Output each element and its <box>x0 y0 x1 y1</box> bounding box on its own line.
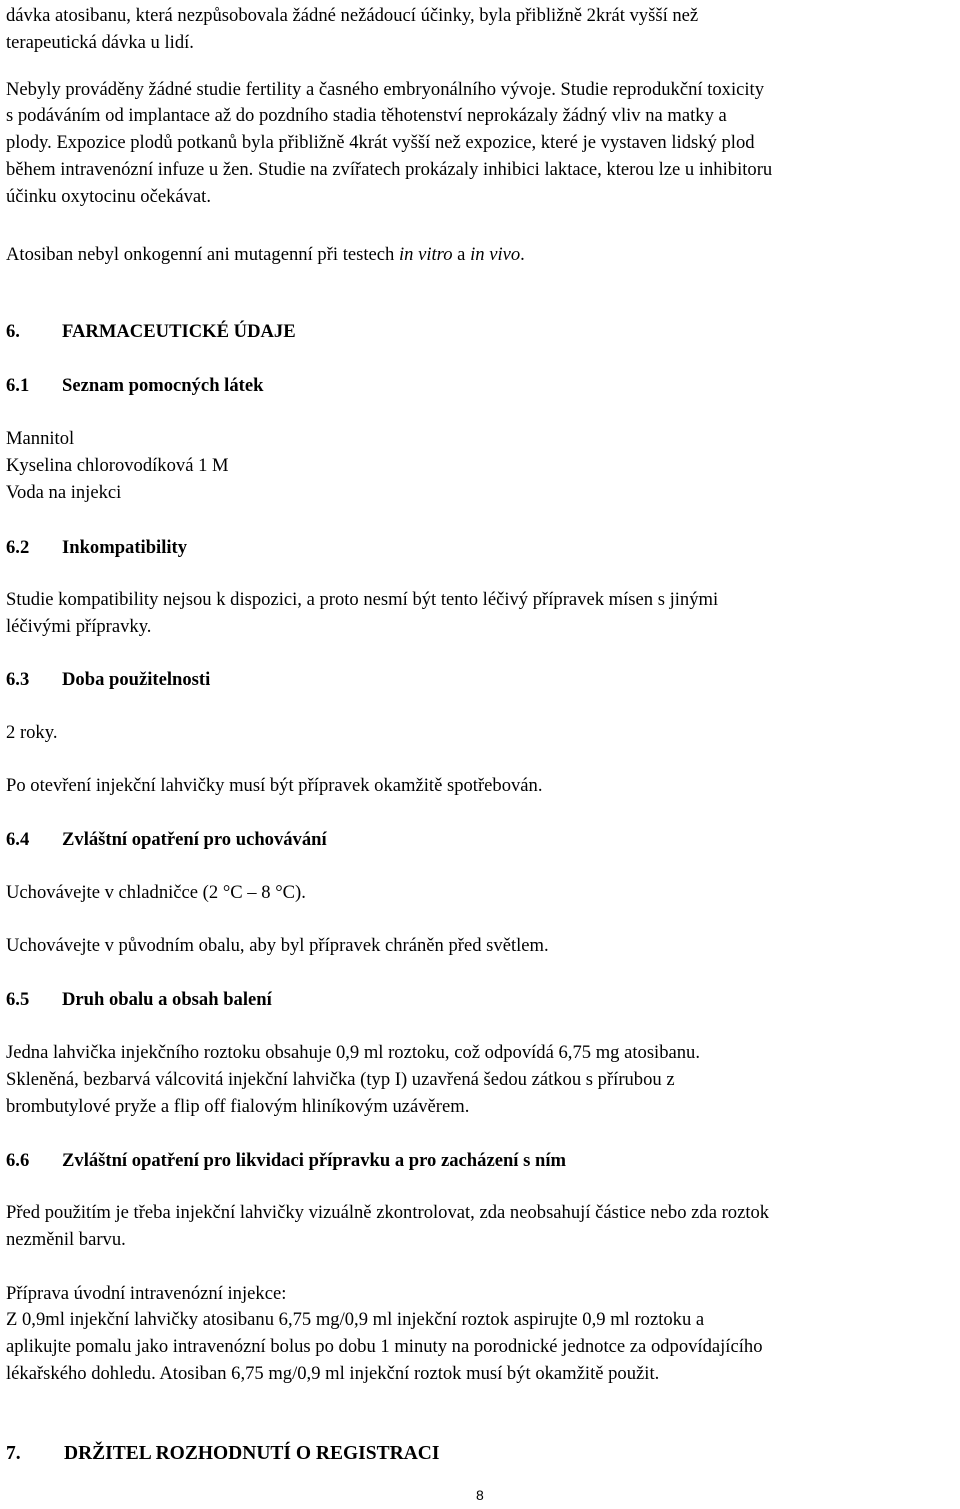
section-title: FARMACEUTICKÉ ÚDAJE <box>62 321 296 342</box>
text-line: Uchovávejte v původním obalu, aby byl přípravek chráněn před světlem. <box>6 935 549 956</box>
section-number: 6.1 <box>6 375 30 396</box>
text-line: Studie kompatibility nejsou k dispozici, a proto nesmí být tento léčivý přípravek mísen s jinými <box>6 589 719 610</box>
text-line: Po otevření injekční lahvičky musí být přípravek okamžitě spotřebován. <box>6 775 543 796</box>
section-title: Zvláštní opatření pro likvidaci přípravku a pro zacházení s ním <box>62 1150 566 1171</box>
text-line: aplikujte pomalu jako intravenózní bolus po dobu 1 minuty na porodnické jednotce za odpovídajícího <box>6 1336 763 1357</box>
section-title: Doba použitelnosti <box>62 669 211 690</box>
text-line: Uchovávejte v chladničce (2 °C – 8 °C). <box>6 882 306 903</box>
text-line: Skleněná, bezbarvá válcovitá injekční lahvička (typ I) uzavřená šedou zátkou s přírubou z <box>6 1069 675 1090</box>
section-number: 6.5 <box>6 989 30 1010</box>
section-number: 6.3 <box>6 669 30 690</box>
list-item: Voda na injekci <box>6 482 122 503</box>
section-number: 7. <box>6 1443 21 1464</box>
text-line: terapeutická dávka u lidí. <box>6 32 194 53</box>
section-title: Druh obalu a obsah balení <box>62 989 272 1010</box>
text-line: během intravenózní infuze u žen. Studie na zvířatech prokázaly inhibici laktace, kterou lze u inhibitoru <box>6 159 773 180</box>
list-item: Mannitol <box>6 428 75 449</box>
text-line: lékařského dohledu. Atosiban 6,75 mg/0,9 ml injekční roztok musí být okamžitě použit. <box>6 1363 660 1384</box>
section-number: 6.4 <box>6 829 30 850</box>
section-number: 6. <box>6 321 20 342</box>
text-line: léčivými přípravky. <box>6 616 152 637</box>
section-heading-6 <box>6 318 296 345</box>
section-heading-6-2 <box>6 534 187 561</box>
text-line: účinku oxytocinu očekávat. <box>6 186 211 207</box>
section-number: 6.6 <box>6 1150 30 1171</box>
section-title: Zvláštní opatření pro uchovávání <box>62 829 327 850</box>
text-line: Z 0,9ml injekční lahvičky atosibanu 6,75 mg/0,9 ml injekční roztok aspirujte 0,9 ml roztoku a <box>6 1309 705 1330</box>
section-heading-6-5 <box>6 986 272 1013</box>
list-item: Kyselina chlorovodíková 1 M <box>6 455 229 476</box>
text-line: 2 roky. <box>6 722 58 743</box>
italic-term: in vitro <box>398 244 453 265</box>
oncogenicity-paragraph <box>6 241 525 268</box>
text-line: nezměnil barvu. <box>6 1229 126 1250</box>
section-title: Seznam pomocných látek <box>62 375 264 396</box>
text-line: Příprava úvodní intravenózní injekce: <box>6 1283 287 1304</box>
text-line: Nebyly prováděny žádné studie fertility a časného embryonálního vývoje. Studie reprodukční toxicity <box>6 79 765 100</box>
text-line: s podáváním od implantace až do pozdního stadia těhotenství neprokázaly žádný vliv na matky a <box>6 105 727 126</box>
text-line: Před použitím je třeba injekční lahvičky vizuálně zkontrolovat, zda neobsahují částice nebo zda roztok <box>6 1202 770 1223</box>
text-line: brombutylové pryže a flip off fialovým hliníkovým uzávěrem. <box>6 1096 470 1117</box>
section-heading-7 <box>6 1440 439 1467</box>
text-line: plody. Expozice plodů potkanů byla přibližně 4krát vyšší než expozice, které je vystaven lidský plod <box>6 132 755 153</box>
text-line: Jedna lahvička injekčního roztoku obsahuje 0,9 ml roztoku, což odpovídá 6,75 mg atosibanu. <box>6 1042 701 1063</box>
text-line: dávka atosibanu, která nezpůsobovala žádné nežádoucí účinky, byla přibližně 2krát vyšší než <box>6 5 699 26</box>
section-heading-6-1 <box>6 372 263 399</box>
section-title: Inkompatibility <box>62 537 188 558</box>
page-number: 8 <box>476 1487 484 1503</box>
section-heading-6-6 <box>6 1147 566 1174</box>
section-heading-6-4 <box>6 826 327 853</box>
text-span: a <box>452 244 471 265</box>
section-title: DRŽITEL ROZHODNUTÍ O REGISTRACI <box>64 1443 440 1464</box>
text-span: . <box>520 244 525 265</box>
text-span: Atosiban nebyl onkogenní ani mutagenní při testech <box>6 244 399 265</box>
section-number: 6.2 <box>6 537 30 558</box>
section-heading-6-3 <box>6 666 210 693</box>
italic-term: in vivo <box>470 244 521 265</box>
